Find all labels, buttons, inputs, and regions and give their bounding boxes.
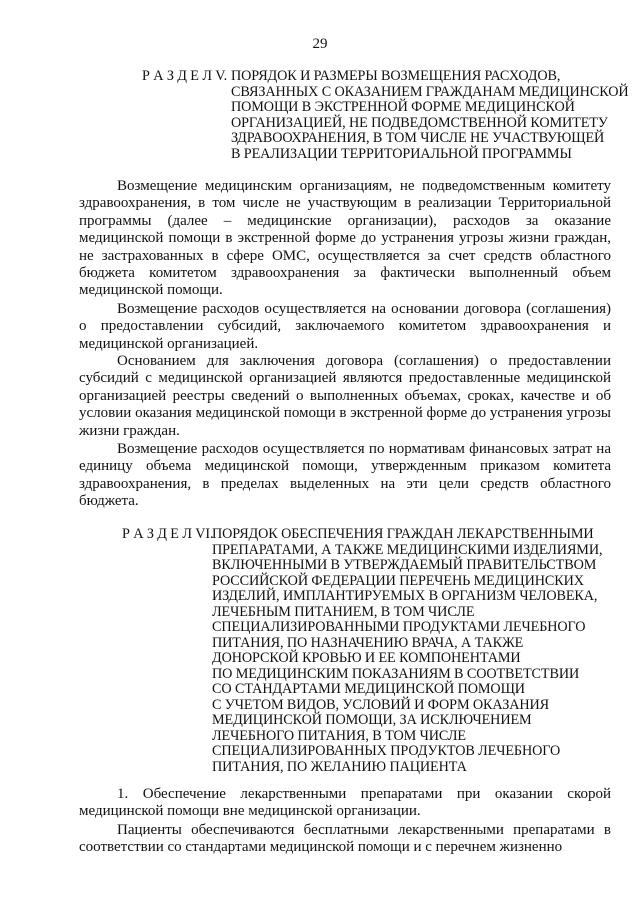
section-title-line: РОССИЙСКОЙ ФЕДЕРАЦИИ ПЕРЕЧЕНЬ МЕДИЦИНСКИХ (212, 572, 584, 589)
body-paragraph: Пациенты обеспечиваются бесплатными лекарственными препаратами в соответствии со стандартами медицинской помощи и с перечнем жизненно (79, 822, 611, 856)
body-paragraph: Основанием для заключения договора (соглашения) о предоставлении субсидий с медицинской организацией являются предоставленные медицинской организацией реестры сведений о выполненных объемах, сроках, качестве и об условии оказания медицинской помощи в экстренной форме до устранения угрозы жизни граждан. (79, 353, 611, 439)
page-number: 29 (312, 36, 328, 52)
section-title-line: ПИТАНИЯ, ПО НАЗНАЧЕНИЮ ВРАЧА, А ТАКЖЕ (212, 634, 524, 651)
section-title-line: ВКЛЮЧЕННЫМИ В УТВЕРЖДАЕМЫЙ ПРАВИТЕЛЬСТВОМ (212, 557, 597, 573)
section-title-line: СПЕЦИАЛИЗИРОВАННЫХ ПРОДУКТОВ ЛЕЧЕБНОГО (212, 743, 561, 759)
section-title-line: ИЗДЕЛИЙ, ИМПЛАНТИРУЕМЫХ В ОРГАНИЗМ ЧЕЛОВЕКА, (212, 588, 598, 604)
section-title-line: ПРЕПАРАТАМИ, А ТАКЖЕ МЕДИЦИНСКИМИ ИЗДЕЛИЯМИ, (212, 541, 603, 558)
section-title-line: ПОМОЩИ В ЭКСТРЕННОЙ ФОРМЕ МЕДИЦИНСКОЙ (231, 99, 575, 115)
section-title-line: ЗДРАВООХРАНЕНИЯ, В ТОМ ЧИСЛЕ НЕ УЧАСТВУЮЩЕЙ (231, 130, 605, 146)
section-title-line: ПОРЯДОК И РАЗМЕРЫ ВОЗМЕЩЕНИЯ РАСХОДОВ, (231, 68, 561, 84)
body-paragraph: Возмещение расходов осуществляется на основании договора (соглашения) о предоставлении субсидий, заключаемого комитетом здравоохранения и медицинской организацией. (79, 301, 611, 352)
section-title-line: МЕДИЦИНСКОЙ ПОМОЩИ, ЗА ИСКЛЮЧЕНИЕМ (212, 712, 532, 728)
section-title-line: ПИТАНИЯ, ПО ЖЕЛАНИЮ ПАЦИЕНТА (212, 758, 467, 775)
section-title-line: ЛЕЧЕБНОГО ПИТАНИЯ, В ТОМ ЧИСЛЕ (212, 727, 466, 744)
section-title-line: СПЕЦИАЛИЗИРОВАННЫМИ ПРОДУКТАМИ ЛЕЧЕБНОГО (212, 619, 586, 635)
section-title-line: ЛЕЧЕБНЫМ ПИТАНИЕМ, В ТОМ ЧИСЛЕ (212, 603, 475, 620)
section-title-line: ОРГАНИЗАЦИЕЙ, НЕ ПОДВЕДОМСТВЕННОЙ КОМИТЕТУ (231, 114, 608, 131)
section-title (231, 69, 629, 162)
section-title (212, 527, 602, 775)
section-title-line: СО СТАНДАРТАМИ МЕДИЦИНСКОЙ ПОМОЩИ (212, 681, 525, 697)
section-title-line: ПО МЕДИЦИНСКИМ ПОКАЗАНИЯМ В СООТВЕТСТВИИ (212, 665, 580, 682)
section-title-line: СВЯЗАННЫХ С ОКАЗАНИЕМ ГРАЖДАНАМ МЕДИЦИНСКОЙ (231, 83, 629, 100)
section-prefix: Р А З Д Е Л V. (142, 68, 228, 84)
section-prefix: Р А З Д Е Л VI. (122, 526, 214, 542)
section-title-line: В РЕАЛИЗАЦИИ ТЕРРИТОРИАЛЬНОЙ ПРОГРАММЫ (231, 145, 572, 162)
section-title-line: ДОНОРСКОЙ КРОВЬЮ И ЕЕ КОМПОНЕНТАМИ (212, 650, 521, 666)
body-paragraph: 1. Обеспечение лекарственными препаратами при оказании скорой медицинской помощи вне медицинской организации. (79, 786, 611, 820)
section-title-line: ПОРЯДОК ОБЕСПЕЧЕНИЯ ГРАЖДАН ЛЕКАРСТВЕННЫМИ (212, 526, 594, 542)
body-paragraph: Возмещение медицинским организациям, не подведомственным комитету здравоохранения, в том числе не участвующим в реализации Территориальной программы (далее – медицинские организации), расходов за оказание медицинской помощи в экстренной форме до устранения угрозы жизни граждан, не застрахованных в сфере ОМС, осуществляется за счет средств областного бюджета комитетом здравоохранения за фактически выполненный объем медицинской помощи. (79, 178, 611, 299)
section-heading-vi (122, 527, 612, 777)
section-title-line: С УЧЕТОМ ВИДОВ, УСЛОВИЙ И ФОРМ ОКАЗАНИЯ (212, 696, 550, 713)
section-heading-v (142, 68, 629, 164)
body-paragraph: Возмещение расходов осуществляется по нормативам финансовых затрат на единицу объема медицинской помощи, утвержденным приказом комитета здравоохранения, в пределах выделенных на эти цели средств областного бюджета. (79, 441, 611, 510)
